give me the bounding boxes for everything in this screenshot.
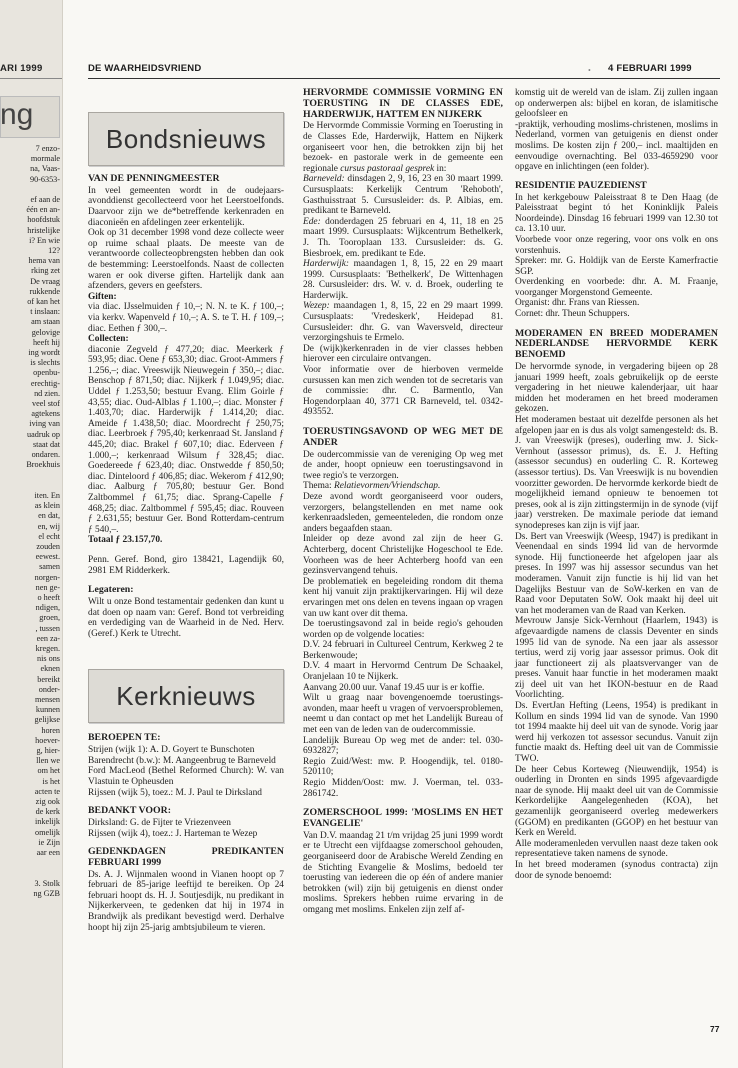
paragraph: De heer Cebus Korteweg (Nieuwendijk, 1954) is ouderling in Dronten en sinds 1995 afgevaardigde naar de synode. Hij maakt deel uit van de Commissie Kerkordelijke Aangelegenheden (KOA), het gezamenlijk georganiseerd overleg medewerkers (GGOM) en predikanten (GGOP) en het bestuur van Kerk en Wereld.: [515, 764, 718, 839]
legateren-text: Wilt u onze Bond testamentair gedenken dan kunt u dat doen op naam van: Geref. Bond tot verbreiding en verdediging van de Waarheid in de Ned. Herv. (Geref.) Kerk te Utrecht.: [88, 596, 284, 639]
heading-moderamen: MODERAMEN EN BREED MODERAMEN NEDERLANDSE HERVORMDE KERK BENOEMD: [515, 327, 718, 361]
previous-page-line: zig ook: [35, 797, 60, 806]
paragraph: Voorbede voor onze regering, voor ons volk en ons vorstenhuis.: [515, 234, 718, 256]
previous-page-line: nd zien.: [34, 388, 60, 398]
publication-name: DE WAARHEIDSVRIEND: [88, 63, 202, 74]
previous-page-line: hristelijke: [27, 225, 60, 235]
previous-page-line: om het: [37, 766, 60, 776]
previous-page-line: één en an-: [26, 205, 60, 215]
previous-page-line: iving van: [29, 419, 60, 429]
previous-page-line: nen ge-: [35, 582, 60, 592]
heading-legateren: Legateren:: [88, 584, 134, 596]
giro-info: Penn. Geref. Bond, giro 138421, Lagendijk 60, 2981 EM Ridderkerk.: [88, 554, 284, 576]
previous-page-line: norgen-: [34, 572, 60, 582]
previous-page-line: gelovige: [31, 327, 60, 337]
thema-label: Thema:: [303, 481, 332, 492]
place-text: maandagen 1, 8, 15, 22 en 29 maart 1999. Cursusplaats: 'Vredeskerk', Heidepad 81. Cursusleider: dhr. G. van Waversveld, directeur verzorgingshuis te Ermelo.: [303, 301, 503, 344]
previous-page-line: t inslaan:: [30, 307, 60, 317]
previous-page-line: heeft hij: [32, 337, 60, 347]
previous-page-line: omelijk: [34, 827, 60, 837]
beroep-line: Barendrecht (b.w.): M. Aangeenbrug te Barneveld: [88, 755, 276, 766]
paragraph: Deze avond wordt georganiseerd voor ouders, verzorgers, belangstellenden en met name ook kerkenraadsleden, gemeenteleden, die rondom onze anders begaafden staan.: [303, 491, 503, 534]
totaal: Totaal ƒ 23.157,70.: [88, 535, 163, 546]
previous-page-line: inkelijk: [34, 817, 60, 827]
paragraph: D.V. 24 februari in Cultureel Centrum, Kerkweg 2 te Berkenwoude;: [303, 640, 503, 661]
paragraph: -praktijk, verhouding moslims-christenen, moslims in Nederland, vormen van getuigenis en dienst onder moslims. De kosten zijn ƒ 200,– incl. maaltijden en eenvoudige overnachting. Bel 033-4659290 voor opgave en inlichtingen (een folder).: [515, 119, 718, 173]
header-mark: •: [588, 66, 591, 75]
previous-page-line: zouden: [36, 541, 60, 551]
previous-page-line: samen: [39, 562, 60, 572]
paragraph: Ook op 31 december 1998 vond deze collecte weer op ruime schaal plaats. De meeste van de verantwoorde collecteopbrengsten hebben dan ook de bestemming: Leerstoelfonds. Naast de collecten waren er ook diverse giften. Hartelijk dank aan afzenders, gevers en geefsters.: [88, 228, 284, 292]
previous-page-line: mensen: [34, 694, 60, 704]
previous-page-line: groen,: [39, 613, 60, 623]
paragraph: Wilt u graag naar bovengenoemde toerustingsavonden, maar heeft u vragen of vervoersproblemen, neemt u dan contact op met het Landelijk Bureau of met een van de leden van de oudercommissie.: [303, 693, 503, 736]
previous-page-line: kregen.: [35, 643, 60, 653]
paragraph: Regio Midden/Oost: mw. J. Voerman, tel. 033-2861742.: [303, 778, 503, 799]
collecten-text: diaconie Zegveld ƒ 477,20; diac. Meerkerk ƒ 593,95; diac. Oene ƒ 653,30; diac. Groot-Ammers ƒ 1.256,–; diac. Vreeswijk Nieuwegein ƒ 350,–; diac. Benschop ƒ 871,50; diac. Nijkerk ƒ 1.049,95; diac. Uddel ƒ 1.253,50; bestuur Evang. Elim Goirle ƒ 43,55; diac. Oud-Alblas ƒ 1.100,–; diac. Monster ƒ 1.403,70; diac. Harderwijk ƒ 1.414,20; diac. Ameide ƒ 1.438,50; diac. Moordrecht ƒ 250,75; diac. Leerbroek ƒ 795,40; kerkenraad St. Jansland ƒ 445,20; diac. Brakel ƒ 607,10; diac. Ederveen ƒ 1.000,–; kerkenraad Wilsum ƒ 328,45; diac. Goedereede ƒ 623,40; diac. Onstwedde ƒ 850,50; diac. Dinteloord ƒ 406,85; diac. Wekerom ƒ 412,90; diac. Aalburg ƒ 705,80; bestuur Ger. Bond Zaltbommel ƒ 61,75; diac. Sprang-Capelle ƒ 468,25; diac. Zaltbommel ƒ 595,45; diac. Rouveen ƒ 2.631,55; bestuur Ger. Bond Rotterdam-centrum ƒ 540,–.: [88, 344, 284, 535]
paragraph: De (wijk)kerkenraden in de vier classes hebben hierover een circulaire ontvangen.: [303, 343, 503, 365]
previous-page-line: erechtig-: [30, 378, 60, 388]
previous-page-line: acten te: [34, 786, 60, 796]
previous-page-line: een za-: [36, 633, 60, 643]
paragraph: Het moderamen bestaat uit dezelfde personen als het afgelopen jaar en is dus als volgt samengesteld: ds. B. J. van Vreeswijk (preses), ouderling mw. J. Sick-Vernhout (assessor primus), ds. E. J. Hefting (assessor secundus) en ouderling C. R. Korteweg (assessor tertius). Ds. Van Vreeswijk is nu bovendien voorzitter geworden. De hervormde kerkorde biedt de mogelijkheid iemand opnieuw te benoemen tot preses, ook al is zijn zittingstermijn in de synode (vijf jaar) verstreken. De maximale periode dat iemand synodepreses kan zijn is vijf jaar.: [515, 415, 718, 531]
place-label: Barneveld:: [303, 174, 345, 185]
previous-page-line: onder-: [38, 684, 60, 694]
heading-zomerschool: ZOMERSCHOOL 1999: 'MOSLIMS EN HET EVANGELIE': [303, 807, 503, 829]
paragraph: Overdenking en voorbede: dhr. A. M. Fraanje, voorganger Morgenstond Gemeente.: [515, 277, 718, 298]
previous-page-line: de kerk: [35, 807, 60, 817]
previous-page-line: [0, 868, 60, 878]
paragraph: [303, 217, 503, 259]
column-3: [515, 88, 718, 881]
paragraph: Regio Zuid/West: mw. P. Hoogendijk, tel. 0180-520110;: [303, 756, 503, 778]
previous-page-line: kunnen: [35, 705, 60, 715]
previous-page-section-title: ng: [0, 98, 34, 131]
previous-page-strip: [0, 0, 63, 1068]
paragraph: De problematiek en begeleiding rondom dit thema kent hij vanuit zijn praktijkervaringen. Hij wil deze ervaringen met ons delen en tevens ingaan op vragen van uw kant over dit thema.: [303, 576, 503, 619]
paragraph: In het breed moderamen (synodus contracta) zijn door de synode benoemd:: [515, 859, 718, 881]
previous-page-line: iten. En: [34, 490, 60, 500]
paragraph: Spreker: mr. G. Holdijk van de Eerste Kamerfractie SGP.: [515, 256, 718, 277]
previous-page-line: en, wij: [37, 521, 60, 531]
paragraph: Cornet: dhr. Theun Schuppers.: [515, 309, 630, 320]
paragraph: [303, 174, 503, 216]
beroep-line: Rijssen (wijk 5), toez.: M. J. Paul te Dirksland: [88, 787, 262, 798]
paragraph: Voor informatie over de hierboven vermelde cursussen kan men zich wenden tot de secretaris van de commissie: dhr. C. Barmentlo, Van Hogendorplaan 40, 3771 CR Barneveld, tel. 0342-493552.: [303, 365, 503, 418]
bondsnieuws-title: Bondsnieuws: [105, 123, 267, 154]
intro-italic: cursus pastoraal gesprek: [340, 163, 435, 174]
place-text: maandagen 1, 8, 15, 22 en 29 maart 1999. Cursusplaats: 'Bethelkerk', De Wittenhagen 28. Cursusleider: drs. W. v. d. Broek, ouderling te Harderwijk.: [303, 259, 503, 301]
previous-page-line: uadruk op: [27, 429, 60, 439]
previous-page-line: ie Zijn: [38, 837, 60, 847]
giften-label: Giften:: [88, 291, 117, 302]
previous-page-line: of kan het: [27, 297, 60, 307]
paragraph: Organist: dhr. Frans van Riessen.: [515, 298, 640, 309]
paragraph: Ds. EvertJan Hefting (Leens, 1954) is predikant in Kollum en sinds 1994 lid van de synode. Van 1990 tot 1994 maakte hij deel uit van de synode. Vorig jaar werd hij verkozen tot assessor secundus. Vanuit zijn functie maakt ds. Hefting deel uit van de Commissie TWO.: [515, 701, 718, 765]
previous-page-line: rking zet: [31, 266, 60, 276]
place-label: Ede:: [303, 216, 321, 227]
previous-page-line: g, hier-: [36, 745, 60, 755]
paragraph: De toerustingsavond zal in beide regio's gehouden worden op de volgende locaties:: [303, 619, 503, 640]
paragraph: Van D.V. maandag 21 t/m vrijdag 25 juni 1999 wordt er te Utrecht een vijfdaagse zomerschool gehouden, georganiseerd door de Arabische Wereld Zending en de Stichting Evangelie & Moslims, bedoeld ter toerusting van iedereen die op één of andere manier betrokken (wil) zijn bij getuigenis en dienst onder moslims. Sprekers hebben ruime ervaring in de omgang met moslims. Enkelen zijn zelf af-: [303, 830, 503, 915]
issue-date: 4 FEBRUARI 1999: [608, 63, 692, 74]
previous-page-line: horen: [41, 725, 60, 735]
previous-page-line: is slechts: [30, 358, 60, 368]
previous-page-line: en dat,: [38, 511, 60, 521]
previous-page-line: ndigen,: [35, 603, 60, 613]
previous-page-line: ef aan de: [30, 195, 60, 205]
heading-penningmeester: VAN DE PENNINGMEESTER: [88, 173, 220, 184]
kerknieuws-title: Kerknieuws: [116, 681, 256, 712]
previous-page-line: [0, 471, 60, 481]
paragraph: [303, 121, 503, 174]
previous-page-line: agtekens: [31, 409, 60, 419]
heading-toerusting: TOERUSTINGSAVOND OP WEG MET DE ANDER: [303, 426, 503, 448]
previous-page-line: i? En wie: [29, 235, 60, 245]
heading-residentie: RESIDENTIE PAUZEDIENST: [515, 179, 647, 191]
previous-page-line: hema van: [28, 256, 60, 266]
bedankt-line: Rijssen (wijk 4), toez.: J. Harteman te Wezep: [88, 828, 258, 839]
previous-page-line: 7 enzo-: [35, 144, 60, 153]
previous-page-line: ing wordt: [28, 348, 60, 358]
paragraph: D.V. 4 maart in Hervormd Centrum De Schaakel, Oranjelaan 10 te Nijkerk.: [303, 661, 503, 683]
beroep-line: Strijen (wijk 1): A. D. Goyert te Bunschoten: [88, 745, 255, 756]
previous-page-line: [0, 858, 60, 868]
paragraph: komstig uit de wereld van de islam. Zij zullen ingaan op onderwerpen als: bijbel en koran, de islamitische geloofsleer en: [515, 88, 718, 120]
giften-text: via diac. IJsselmuiden ƒ 10,–; N. N. te K. ƒ 100,–; via kerkv. Wapenveld ƒ 10,–; A. S. te T. H. ƒ 109,–; diac. Eethen ƒ 300,–.: [88, 302, 284, 334]
previous-page-rule: [0, 78, 62, 79]
heading-bedankt: BEDANKT VOOR:: [88, 805, 172, 817]
paragraph: [303, 481, 503, 492]
column-1: [88, 112, 284, 933]
previous-page-line: hoever-: [35, 735, 60, 745]
place-label: Wezep:: [303, 301, 330, 312]
previous-page-line: De vraag: [30, 276, 60, 286]
intro-text: De Hervormde Commissie Vorming en Toerusting in de Classes Ede, Harderwijk, Hattem en Nijkerk organiseert voor hen, die betrokken zijn bij het bezoek- en pastorale werk in de gemeente een regionale: [303, 121, 503, 174]
paragraph: Ds. Bert van Vreeswijk (Weesp, 1947) is predikant in Veenendaal en sinds 1994 lid van de hervormde synode. Hij functioneerde het afgelopen jaar als preses. In 1997 was hij assessor secundus van het moderamen. Vanuit zijn functie is hij lid van het Dagelijks Bestuur van de SoW-kerken en van de Raad voor Deputaten SoW. Ook maakt hij deel uit van het moderamen van de Raad van Kerken.: [515, 531, 718, 616]
previous-page-line: 12?: [48, 246, 60, 256]
previous-page-header: ARI 1999: [0, 63, 43, 74]
previous-page-line: hoofdstuk: [27, 215, 60, 225]
paragraph: Aanvang 20.00 uur. Vanaf 19.45 uur is er koffie.: [303, 682, 485, 693]
paragraph: Landelijk Bureau Op weg met de ander: tel. 030-6932827;: [303, 735, 503, 757]
paragraph: De hervormde synode, in vergadering bijeen op 28 januari 1999 heeft, zoals gebruikelijk op de eerste vergadering in het nieuwe kalenderjaar, uit haar midden het moderamen en het breed moderamen gekozen.: [515, 362, 718, 415]
paragraph: Mevrouw Jansje Sick-Vernhout (Haarlem, 1943) is afgevaardigde namens de classis Deventer en sinds 1995 lid van de synode. Na een jaar als assessor tertius, werd zij vorig jaar assessor primus. Ook dit jaar functioneert zij als plaatsvervanger van de preses. Vanuit haar functie in het moderamen maakt zij deel uit van het IKON-bestuur en de Raad Voorlichting.: [515, 616, 718, 701]
previous-page-line: Broekhuis: [26, 460, 60, 470]
bondsnieuws-box: [88, 112, 284, 166]
heading-beroepen: BEROEPEN TE:: [88, 732, 161, 744]
place-text: donderdagen 25 februari en 4, 11, 18 en 25 maart 1999. Cursusplaats: Wijkcentrum Bethelkerk, J. Th. Tooroplaan 133. Cursusleider: ds. G. Biesbroek, em. predikant te Ede.: [303, 216, 504, 259]
header-rule: [88, 78, 720, 79]
previous-page-line: 90-6353-: [29, 174, 60, 184]
previous-page-line: aar een: [36, 848, 60, 858]
previous-page-line: ng GZB: [33, 888, 60, 898]
beroep-line: Ford MacLeod (Bethel Reformed Church): W. van Vlastuin te Opheusden: [88, 766, 284, 787]
page-number: 77: [710, 1024, 720, 1034]
previous-page-line: ondaren.: [31, 450, 60, 460]
previous-page-line: eknen: [40, 664, 60, 674]
previous-page-text: [0, 144, 60, 899]
place-label: Harderwijk:: [303, 259, 350, 270]
previous-page-line: o heeft: [37, 592, 60, 602]
previous-page-line: veel stof: [32, 399, 60, 409]
previous-page-line: bereikt: [37, 674, 60, 684]
previous-page-line: staat dat: [32, 439, 60, 449]
paragraph: [303, 259, 503, 301]
previous-page-line: nis ons: [37, 654, 60, 664]
previous-page-line: na, Vaas-: [30, 164, 60, 174]
kerknieuws-box: [88, 669, 284, 723]
paragraph: De oudercommissie van de vereniging Op weg met de ander, hoopt opnieuw een toerustingsavond in twee regio's te verzorgen.: [303, 449, 503, 481]
previous-page-line: is het: [42, 776, 60, 786]
paragraph: In het kerkgebouw Paleisstraat 8 te Den Haag (de Paleisstraat begint tó het Koninklijk Paleis Noordeinde). Dinsdag 16 februari 1999 van 12.30 tot ca. 13.10 uur.: [515, 192, 718, 235]
previous-page-line: [0, 481, 60, 491]
previous-page-line: llen we: [36, 756, 60, 766]
previous-page-line: el echt: [38, 531, 60, 541]
previous-page-line: rukkende: [29, 286, 60, 296]
previous-page-line: openbu-: [33, 368, 60, 378]
column-2: [303, 88, 503, 916]
heading-gedenkdagen: GEDENKDAGEN PREDIKANTEN FEBRUARI 1999: [88, 846, 284, 868]
previous-page-line: 3. Stolk: [34, 878, 60, 888]
previous-page-line: am staan: [31, 317, 60, 327]
paragraph: In veel gemeenten wordt in de oudejaarsavonddienst gecollecteerd voor het Leerstoelfonds. Daarvoor zijn we de*betreffende kerkenraden en diaconieën en afdelingen zeer erkentelijk.: [88, 185, 284, 228]
heading-vorming: HERVORMDE COMMISSIE VORMING EN TOERUSTING IN DE CLASSES EDE, HARDERWIJK, HATTEM EN NIJKERK: [303, 87, 503, 120]
intro-end: in:: [436, 163, 447, 174]
gedenkdagen-text: Ds. A. J. Wijnmalen woond in Vianen hoopt op 7 februari de 85-jarige leeftijd te bereiken. Op 24 februari hoopt ds. H. J. Soutjesdijk, nu predikant in Nijkerkerveen, te gedenken dat hij in 1974 in Brandwijk als predikant bevestigd werd. Derhalve hoopt hij zijn 25-jarig ambtsjubileum te vieren.: [88, 869, 284, 933]
collecten-label: Collecten:: [88, 334, 129, 345]
previous-page-line: mormale: [30, 154, 60, 164]
previous-page-line: gelijkse: [34, 715, 60, 725]
previous-page-line: [0, 185, 60, 195]
paragraph: Alle moderamenleden vervullen naast deze taken ook representatieve taken namens de synode.: [515, 838, 718, 860]
paragraph: [303, 301, 503, 343]
thema-text: Relatievormen/Vriendschap.: [333, 481, 441, 492]
place-text: dinsdagen 2, 9, 16, 23 en 30 maart 1999. Cursusplaats: Kerkelijk Centrum 'Rehoboth', Gasthuisstraat 5. Cursusleider: ds. P. Albias, em. predikant te Barneveld.: [303, 174, 504, 217]
bedankt-line: Dirksland: G. de Fijter te Vriezenveen: [88, 817, 231, 828]
paragraph: Inleider op deze avond zal zijn de heer G. Achterberg, docent Christelijke Hogeschool te Ede. Voorheen was de heer Achterberg hoofd van een gezinsvervangend tehuis.: [303, 534, 503, 577]
previous-page-line: as klein: [34, 501, 60, 511]
previous-page-line: eewest.: [35, 552, 60, 562]
previous-page-line: , tussen: [35, 623, 60, 633]
